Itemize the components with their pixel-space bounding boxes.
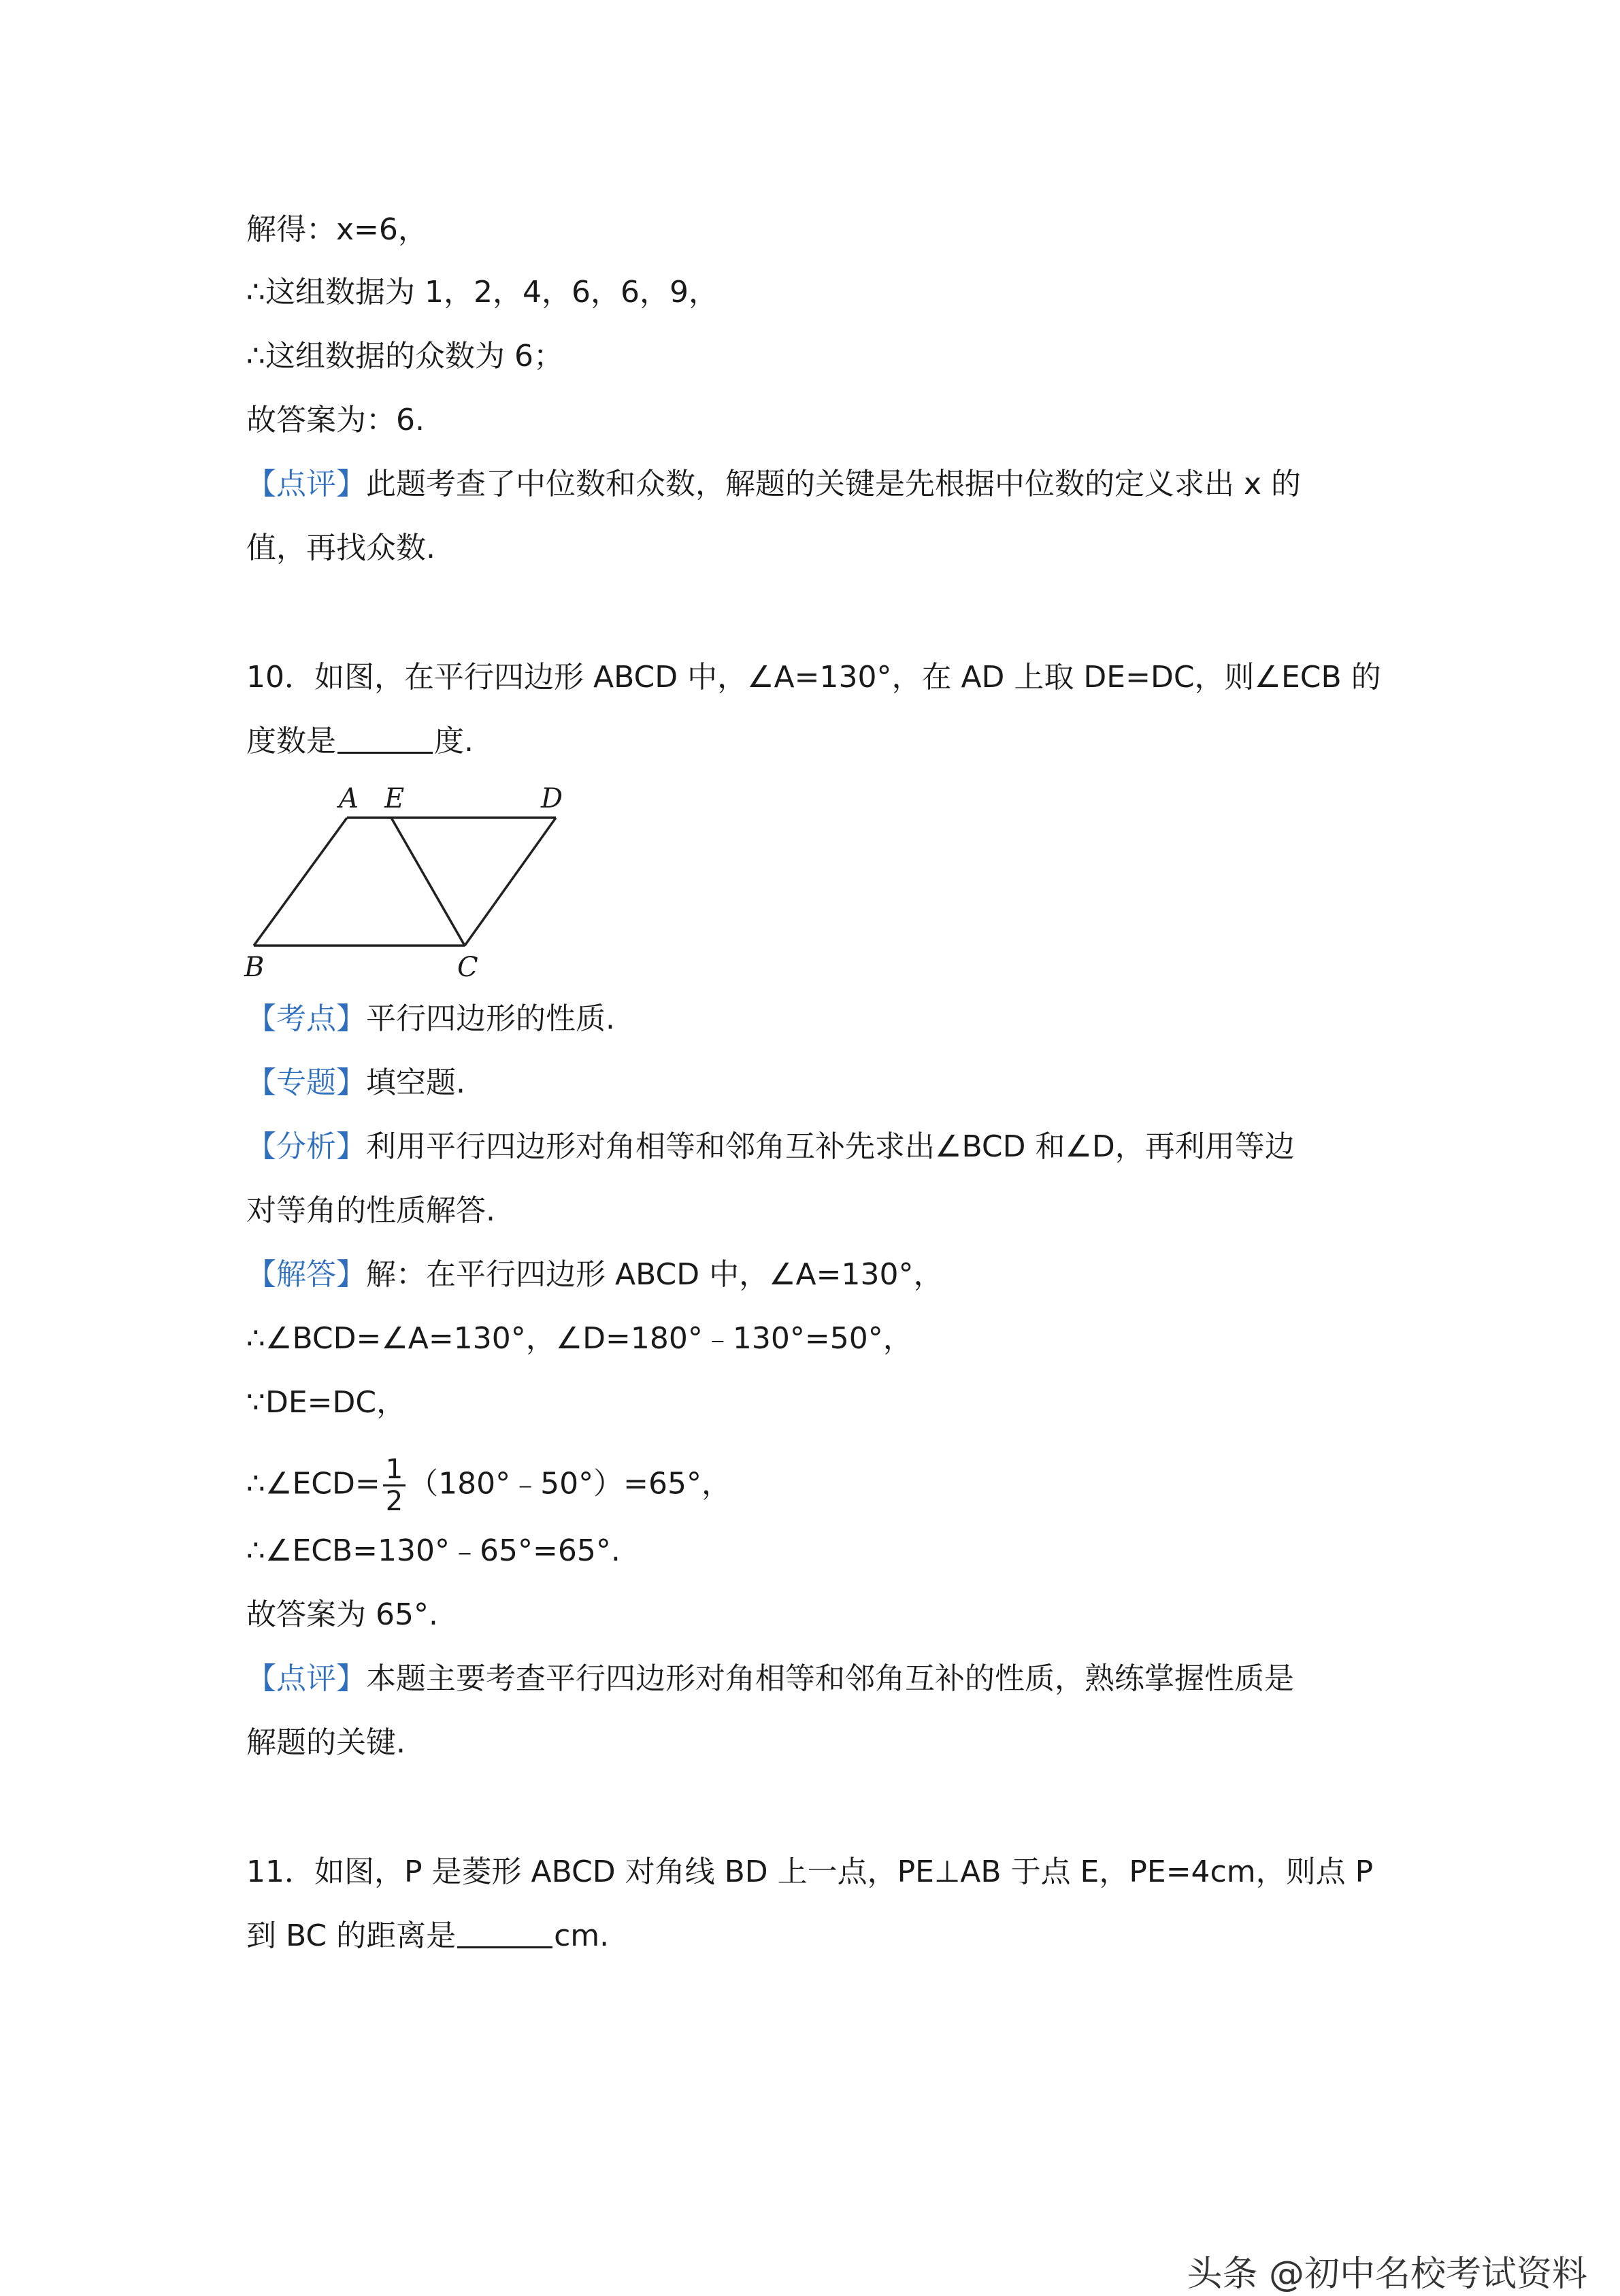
- side-cd: [465, 818, 556, 946]
- fenxi-line-2: 对等角的性质解答.: [246, 1193, 495, 1228]
- kaodian-text: 平行四边形的性质.: [366, 1001, 615, 1036]
- fraction-numerator: 1: [383, 1454, 406, 1486]
- kaodian-tag: 【考点】: [246, 1001, 366, 1036]
- prev-comment-line-2: 值，再找众数.: [246, 531, 435, 565]
- dianping-line-2: 解题的关键.: [246, 1725, 406, 1760]
- q10-stem-line-2: [246, 721, 474, 762]
- side-ab: [254, 818, 347, 946]
- q11-stem-text: 到 BC 的距离是: [246, 1918, 457, 1953]
- jieda-l4-prefix: ∴∠ECD=: [246, 1466, 380, 1501]
- answer-blank: [337, 726, 433, 754]
- label-c: C: [457, 952, 478, 983]
- label-b: B: [244, 952, 265, 983]
- prev-answer-line: 故答案为：6.: [246, 403, 425, 437]
- fraction-half: [383, 1454, 406, 1516]
- fraction-denominator: 2: [385, 1486, 403, 1517]
- jieda-line-5: ∴∠ECB=130°﹣65°=65°.: [246, 1533, 621, 1568]
- dianping-line-1: [246, 1659, 1294, 1699]
- comment-text: 此题考查了中位数和众数，解题的关键是先根据中位数的定义求出 x 的: [366, 467, 1302, 501]
- jieda-line-4: [246, 1454, 731, 1516]
- q10-stem-text: 度数是: [246, 724, 336, 759]
- answer-line: 故答案为 65°.: [246, 1597, 438, 1632]
- fenxi-line-1: [246, 1127, 1295, 1167]
- jieda-text: 解：在平行四边形 ABCD 中，∠A=130°，: [366, 1257, 944, 1292]
- prev-solve-line: 解得：x=6，: [246, 212, 428, 247]
- q11-stem-line-2: [246, 1916, 609, 1957]
- watermark: 头条 @初中名校考试资料: [1187, 2254, 1587, 2295]
- segment-ec: [391, 818, 465, 946]
- prev-mode-line: ∴这组数据的众数为 6；: [246, 339, 563, 373]
- dianping-text: 本题主要考查平行四边形对角相等和邻角互补的性质，熟练掌握性质是: [366, 1661, 1294, 1696]
- q11-stem-line-1: 11．如图，P 是菱形 ABCD 对角线 BD 上一点，PE⊥AB 于点 E，PE=4cm，则点 P: [246, 1854, 1374, 1889]
- dianping-tag: 【点评】: [246, 1661, 366, 1696]
- fenxi-tag: 【分析】: [246, 1129, 366, 1164]
- zhuanti-text: 填空题.: [366, 1065, 465, 1100]
- jieda-line-1: [246, 1254, 943, 1295]
- kaodian-line: [246, 999, 615, 1039]
- label-d: D: [541, 783, 563, 814]
- label-e: E: [384, 783, 405, 814]
- q10-stem-unit: 度.: [434, 724, 474, 759]
- label-a: A: [339, 783, 359, 814]
- prev-data-line: ∴这组数据为 1，2，4，6，6，9，: [246, 275, 718, 310]
- comment-tag: 【点评】: [246, 467, 366, 501]
- answer-blank-q11: [457, 1920, 552, 1948]
- parallelogram-figure: [242, 779, 568, 983]
- q11-stem-unit: cm.: [554, 1918, 610, 1953]
- jieda-line-2: ∴∠BCD=∠A=130°，∠D=180°﹣130°=50°，: [246, 1321, 913, 1356]
- jieda-tag: 【解答】: [246, 1257, 366, 1292]
- jieda-line-3: ∵DE=DC，: [246, 1385, 407, 1420]
- fenxi-text: 利用平行四边形对角相等和邻角互补先求出∠BCD 和∠D，再利用等边: [366, 1129, 1295, 1164]
- zhuanti-line: [246, 1063, 465, 1103]
- prev-comment-line-1: [246, 464, 1301, 505]
- jieda-l4-suffix: （180°﹣50°）=65°，: [408, 1466, 731, 1501]
- q10-stem-line-1: 10．如图，在平行四边形 ABCD 中，∠A=130°，在 AD 上取 DE=DC，则∠ECB 的: [246, 660, 1381, 695]
- zhuanti-tag: 【专题】: [246, 1065, 366, 1100]
